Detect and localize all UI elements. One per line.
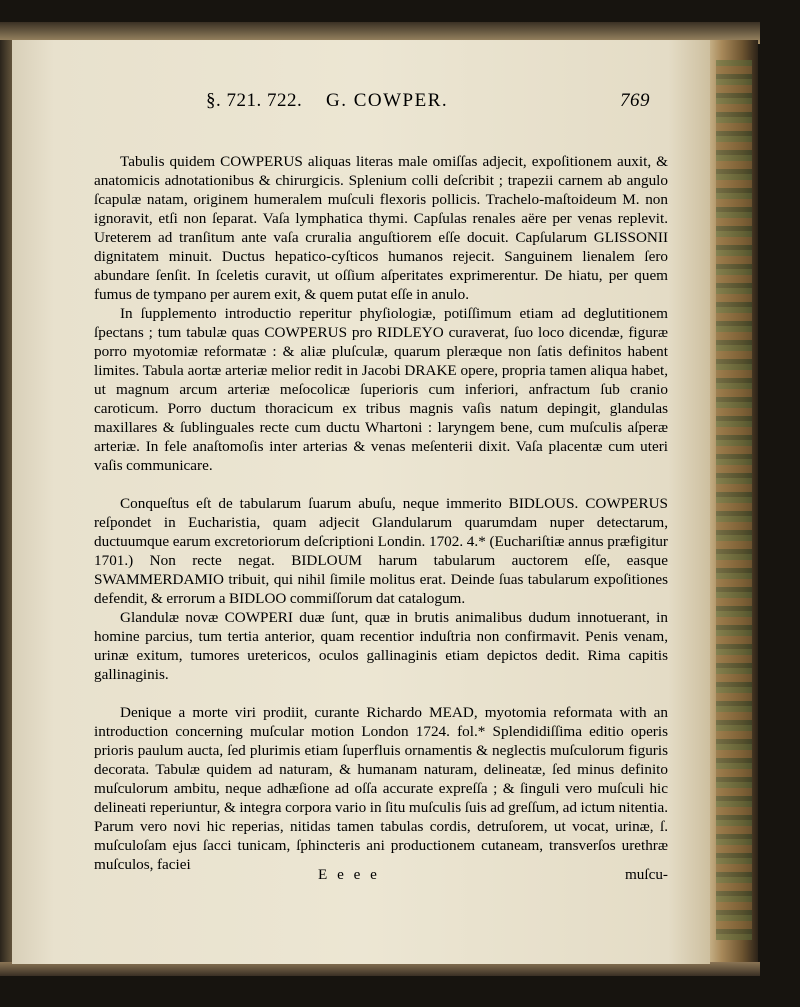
page-footer — [94, 866, 668, 886]
running-head — [94, 90, 674, 120]
bottom-page-edge — [0, 962, 760, 976]
page-number: 769 — [620, 90, 650, 111]
paragraph-2: In ſupplemento introductio reperitur phyſiologiæ, potiſſimum etiam ad deglutitionem ſpectans ; tum tabulæ quas COWPERUS pro RIDLEYO curaverat, ſuo loco dicendæ, figuræ porro myotomiæ reformatæ : & aliæ pluſculæ, quarum pleræque non ſatis definitos habent limites. Tabula aortæ arteriæ melior redit in Jacobi DRAKE opere, propria tamen aliqua habet, ut magnum arcum arteriæ meſocolicæ ſuperioris cum inferiori, anfractum ſub cranio caroticum. Porro ductum thoracicum ex tribus magnis vaſis natum depingit, glandulas maxillares & ſublinguales recte cum ductu Whartoni : laryngem bene, cum muſculis aſperæ arteriæ. In fele anaſtomoſis inter arterias & venas meſenterii dixit. Vaſa placentæ cum uteri vaſis communicare. — [94, 305, 668, 474]
section-numbers: §. 721. 722. — [206, 90, 303, 111]
paragraph-3: Conqueſtus eſt de tabularum ſuarum abuſu, neque immerito BIDLOUS. COWPERUS reſpondet in Eucharistia, quam adjecit Glandularum quarumdam nuper detectarum, ductuumque earum excretoriorum deſcriptioni Londin. 1702. 4.* (Euchariſtiæ annus præfigitur 1701.) Non recte negat. BIDLOUM harum tabularum auctorem eſſe, easque SWAMMERDAMIO tribuit, qui nihil ſimile molitus erat. Deinde ſuas tabularum expoſitiones defendit, & errorum a BIDLOO commiſſorum dat catalogum. — [94, 495, 668, 607]
author-heading: G. COWPER. — [326, 90, 449, 111]
paragraph-4: Glandulæ novæ COWPERI duæ ſunt, quæ in brutis animalibus dudum innotuerant, in homine parcius, tum tertia anterior, quam recentior induſtria non confirmavit. Penis venam, urinæ exitum, tumores uretericos, oculos gallinaginis etiam depictos dedit. Rima capitis gallinaginis. — [94, 609, 668, 683]
catchword: muſcu- — [624, 866, 668, 883]
paragraph-5: Denique a morte viri prodiit, curante Richardo MEAD, myotomia reformata with an introduction concerning muſcular motion London 1724. fol.* Splendidiſſima editio operis prioris paulum aucta, ſed plurimis etiam ſuperfluis ornamentis & neglectis muſculorum figuris decorata. Tabulæ quidem ad naturam, & humanam naturam, delineatæ, ſed minus definito muſculorum ambitu, neque adhæſione ad oſſa accurate expreſſa ; & ſinguli vero muſculi hic delineati reperiuntur, & integra corpora vario in ſitu muſculis ſuis ad greſſum, ad ictum nitentia. Parum vero novi hic reperias, nitidas tamen tabulas cordis, detruſorem, ut vocat, urinæ, ſ. muſculoſam ejus ſacci tunicam, ſphincteris ani productionem cutaneam, transverſos urethræ muſculos, faciei — [94, 704, 668, 873]
signature-mark: E e e e — [318, 866, 380, 883]
page-edge-stain — [716, 60, 752, 940]
paragraph-1: Tabulis quidem COWPERUS aliquas literas male omiſſas adjecit, expoſitionem auxit, & anatomicis adnotationibus & chirurgicis. Splenium colli deſcribit ; trapezii carnem ab angulo ſcapulæ natam, originem humeralem muſculi flexoris pollicis. Trachelo-maſtoideum M. non ignoravit, etſi non ſeparat. Vaſa lymphatica thymi. Capſulas renales aëre per venas replevit. Ureterem ad tranſitum ante vaſa cruralia anguſtiorem eſſe docuit. Capſularum GLISSONII dignitatem minuit. Ductus hepatico-cyſticos humanos rejecit. Sanguinem lienalem ſero abundare ſenſit. In ſceletis curavit, ut oſſium aſperitates exprimerentur. De hiatu, per quem fumus de tympano per aurem exit, & quem putat eſſe in anulo. — [94, 153, 668, 303]
body-text — [94, 152, 668, 942]
